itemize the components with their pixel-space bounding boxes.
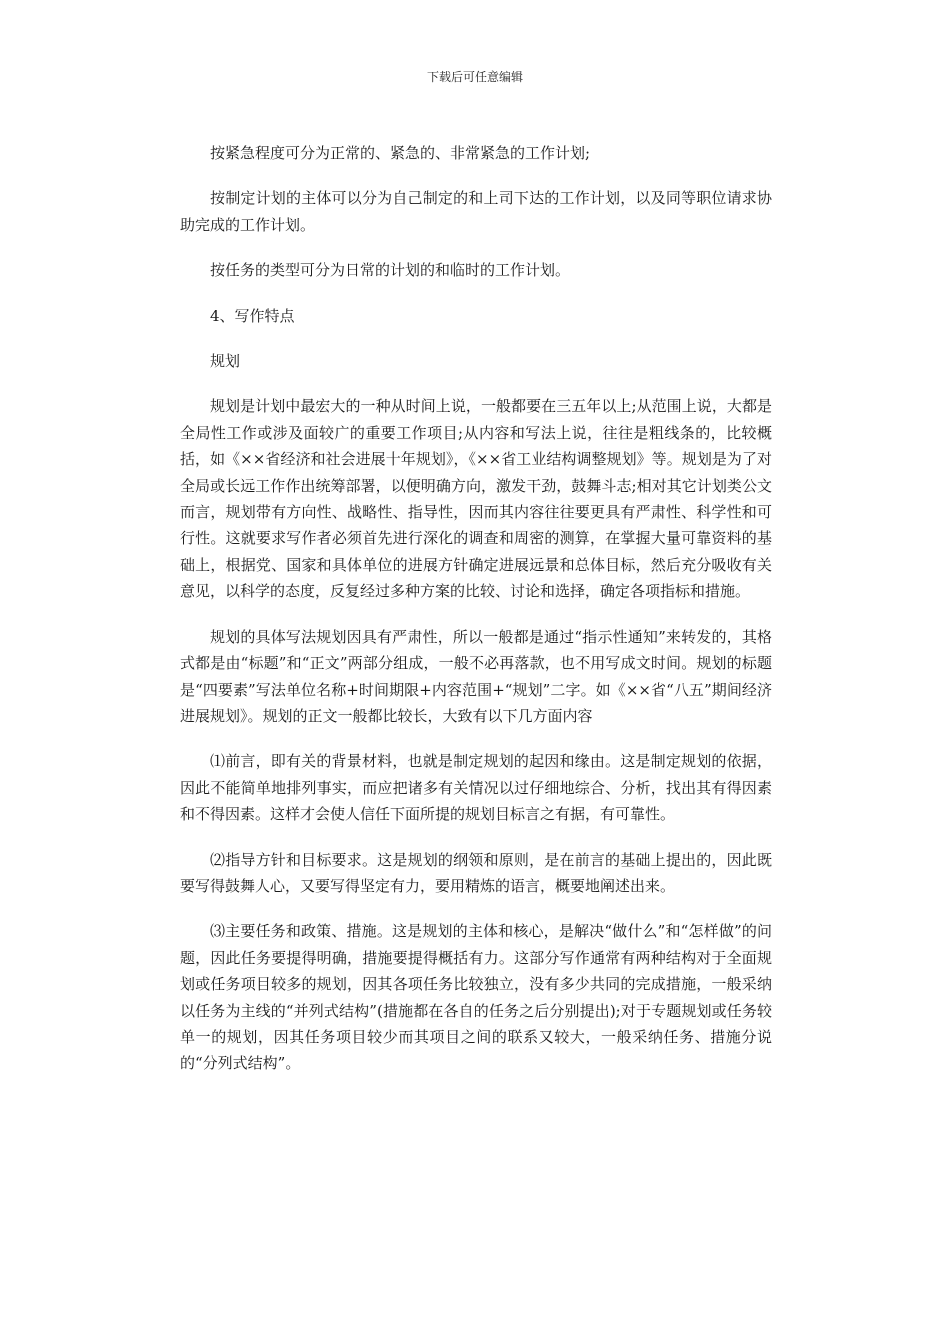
paragraph-guidelines: ⑵指导方针和目标要求。这是规划的纲领和原则，是在前言的基础上提出的，因此既要写得鼓舞人心，又要写得坚定有力，要用精炼的语言，概要地阐述出来。 bbox=[180, 850, 772, 895]
paragraph-urgency: 按紧急程度可分为正常的、紧急的、非常紧急的工作计划; bbox=[210, 144, 591, 162]
paragraph-planning-writing: 规划的具体写法规划因具有严肃性，所以一般都是通过“指示性通知”来转发的，其格式都是由“标题”和“正文”两部分组成，一般不必再落款，也不用写成文时间。规划的标题是“四要素”写法单位名称+时间期限+内容范围+“规划”二字。如《××省“八五”期间经济进展规划》。规划的正文一般都比较长，大致有以下几方面内容 bbox=[180, 627, 772, 725]
document-body bbox=[180, 140, 772, 1096]
page-header: 下载后可任意编辑 bbox=[426, 70, 523, 84]
section-heading-writing-features: 4、写作特点 bbox=[210, 306, 295, 325]
paragraph-task-type: 按任务的类型可分为日常的计划的和临时的工作计划。 bbox=[210, 261, 571, 280]
paragraph-planning-definition: 规划是计划中最宏大的一种从时间上说，一般都要在三五年以上;从范围上说，大都是全局性工作或涉及面较广的重要工作项目;从内容和写法上说，往往是粗线条的，比较概括，如《××省经济和社会进展十年规划》，《××省工业结构调整规划》等。规划是为了对全局或长远工作作出统筹部署，以便明确方向，激发干劲，鼓舞斗志;相对其它计划类公文而言，规划带有方向性、战略性、指导性，因而其内容往往要更具有严肃性、科学性和可行性。这就要求写作者必须首先进行深化的调查和周密的测算，在掌握大量可靠资料的基础上，根据党、国家和具体单位的进展方针确定进展远景和总体目标，然后充分吸收有关意见，以科学的态度，反复经过多种方案的比较、讨论和选择，确定各项指标和措施。 bbox=[180, 397, 772, 601]
paragraph-main-tasks: ⑶主要任务和政策、措施。这是规划的主体和核心，是解决“做什么”和“怎样做”的问题，因此任务要提得明确，措施要提得概括有力。这部分写作通常有两种结构对于全面规划或任务项目较多的规划，因其各项任务比较独立，没有多少共同的完成措施，一般采纳以任务为主线的“并列式结构”(措施都在各自的任务之后分别提出);对于专题规划或任务较单一的规划，因其任务项目较少而其项目之间的联系又较大，一般采纳任务、措施分说的“分列式结构”。 bbox=[180, 922, 772, 1073]
paragraph-subject: 按制定计划的主体可以分为自己制定的和上司下达的工作计划，以及同等职位请求协助完成的工作计划。 bbox=[180, 189, 772, 234]
paragraph-preface: ⑴前言，即有关的背景材料，也就是制定规划的起因和缘由。这是制定规划的依据，因此不能简单地排列事实，而应把诸多有关情况以过仔细地综合、分析，找出其有得因素和不得因素。这样才会使人信任下面所提的规划目标言之有据，有可靠性。 bbox=[180, 752, 772, 824]
subheading-planning: 规划 bbox=[210, 352, 241, 371]
